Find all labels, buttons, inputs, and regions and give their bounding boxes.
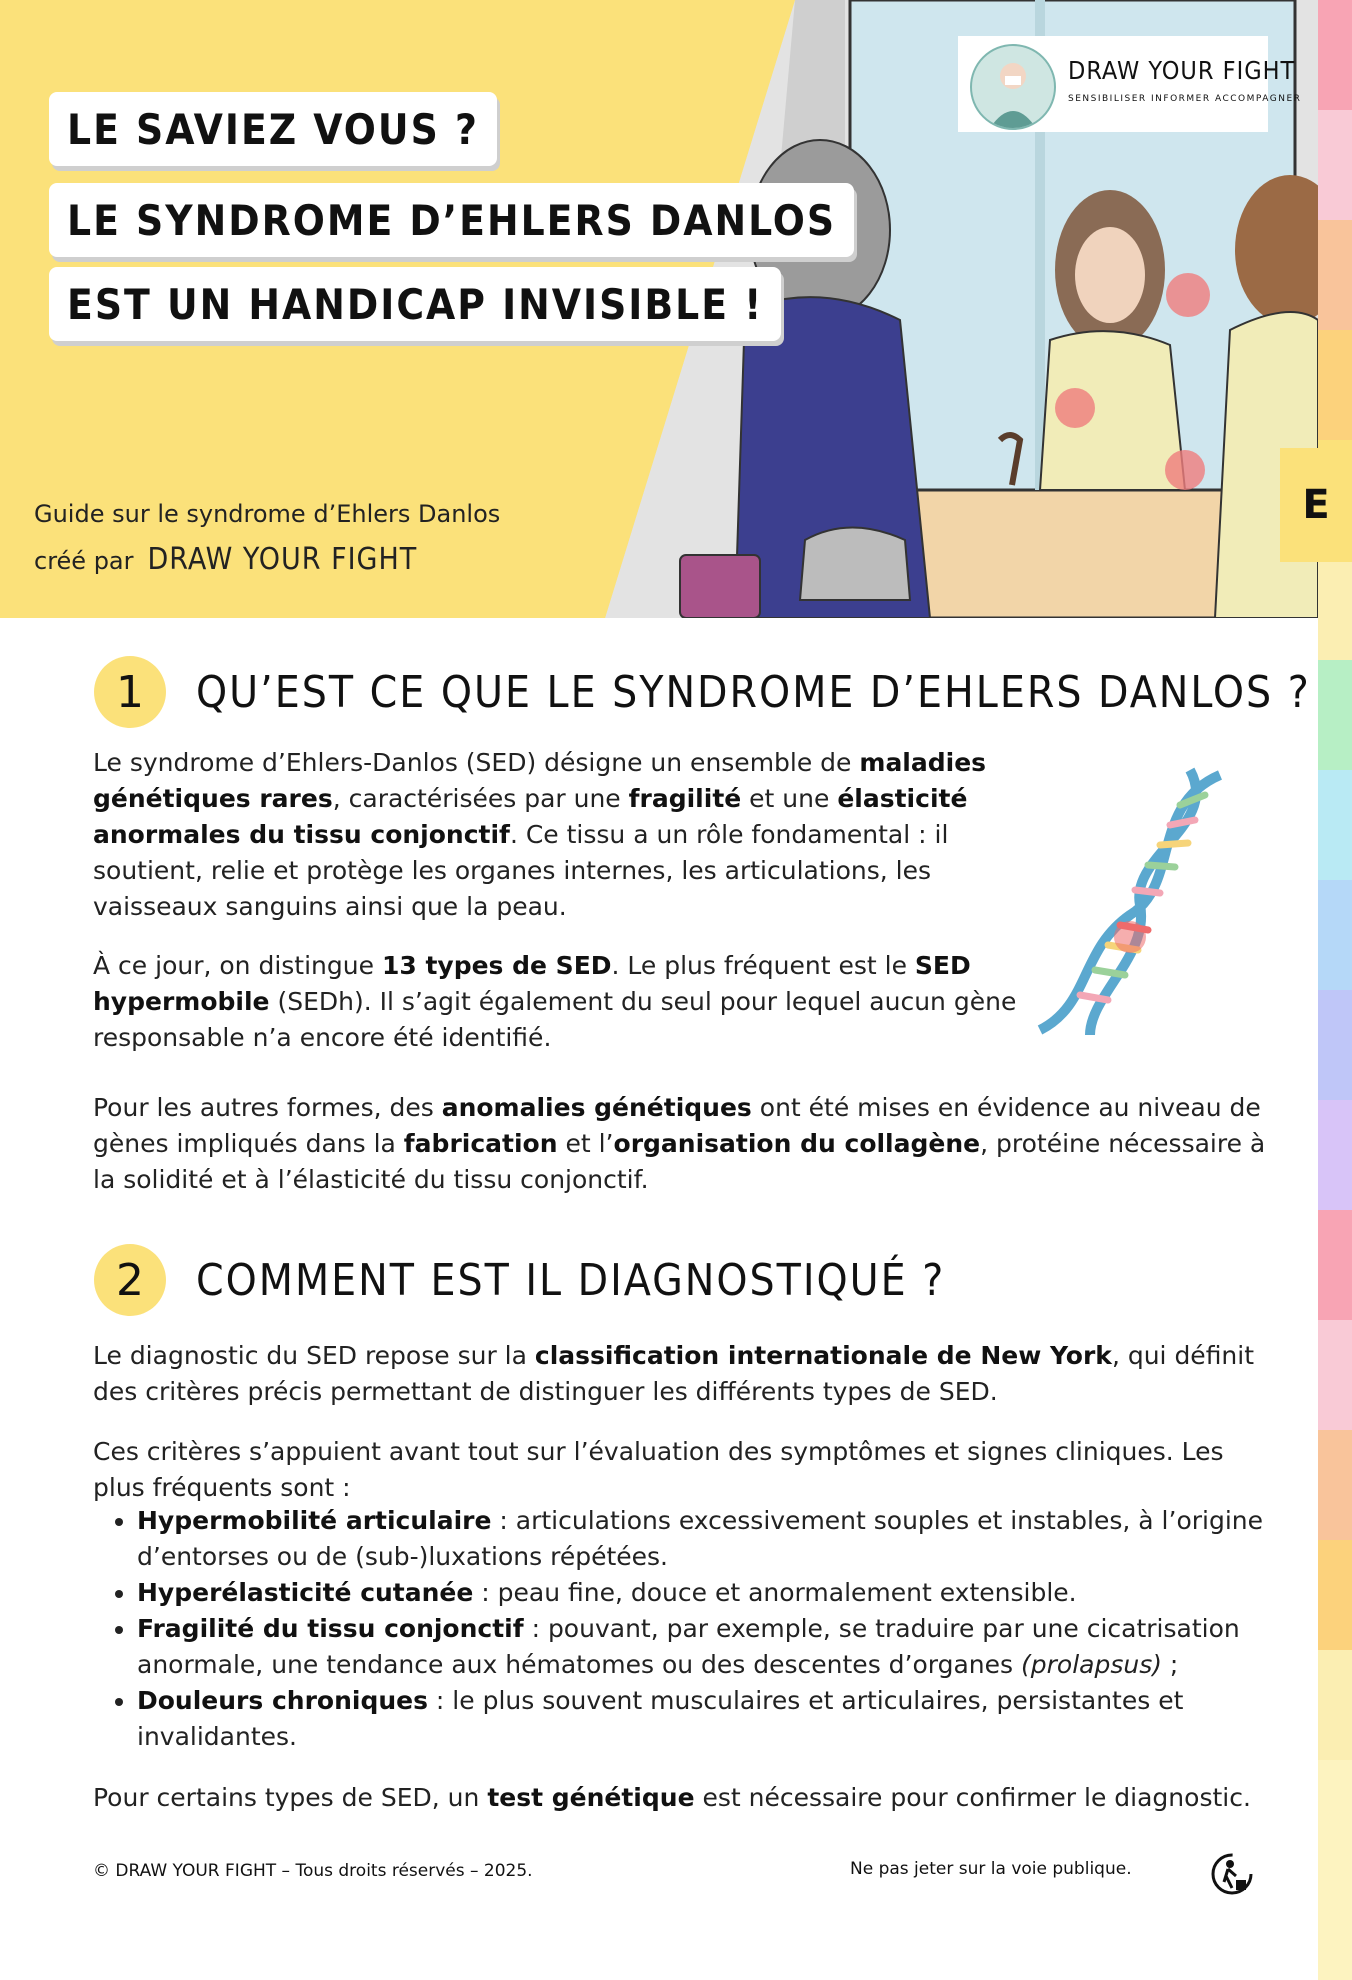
list-item: • Hypermobilité articulaire : articulations excessivement souples et instables, à l’origine d’entorses ou de (sub-)luxations répétées. [137,1503,1317,1575]
guide-brand: DRAW YOUR FIGHT [147,542,418,577]
side-tab-color [1318,880,1352,990]
guide-subtitle: Guide sur le syndrome d’Ehlers Danlos [34,500,501,528]
title-line-3: EST UN HANDICAP INVISIBLE ! [49,267,781,341]
title-line-2: LE SYNDROME D’EHLERS DANLOS [49,183,854,257]
brand-logo [958,36,1302,132]
side-tab-color [1318,220,1352,330]
side-tab-color [1318,660,1352,770]
logo-name: DRAW YOUR FIGHT [1068,56,1296,85]
side-tab-color [1318,1540,1352,1650]
title-line-1: LE SAVIEZ VOUS ? [49,92,497,166]
footer-notice: Ne pas jeter sur la voie publique. [850,1859,1132,1879]
side-tab-color [1318,1650,1352,1760]
section-1-paragraph-3: Pour les autres formes, des anomalies génétiques ont été mises en évidence au niveau de gènes impliqués dans la fabrication et l’organisation du collagène, protéine nécessaire à la solidité et à l’élasticité du tissu conjonctif. [93,1093,1266,1194]
section-2-heading [94,1244,945,1316]
side-tab-color [1318,1430,1352,1540]
list-item: • Douleurs chroniques : le plus souvent musculaires et articulaires, persistantes et invalidantes. [137,1683,1317,1755]
side-tab-color [1318,1760,1352,1870]
symptom-list [93,1503,1317,1755]
section-2-paragraph-2: Ces critères s’appuient avant tout sur l’évaluation des symptômes et signes cliniques. Les plus fréquents sont : [93,1437,1224,1502]
side-tab-color [1318,0,1352,110]
section-2-title: COMMENT EST IL DIAGNOSTIQUÉ ? [196,1254,946,1306]
side-tabs [1318,0,1352,1920]
side-tab-color [1318,330,1352,440]
side-tab-color [1318,1100,1352,1210]
guide-credit-prefix: créé par [34,547,134,575]
section-1-number: 1 [94,656,166,728]
side-tab-color [1318,110,1352,220]
side-tab-color [1318,1210,1352,1320]
guide-credit [34,542,417,577]
side-tab-color [1318,1320,1352,1430]
tidyman-icon [1210,1852,1254,1896]
list-item: • Hyperélasticité cutanée : peau fine, douce et anormalement extensible. [137,1575,1317,1611]
section-1-paragraph-1: Le syndrome d’Ehlers-Danlos (SED) désigne un ensemble de maladies génétiques rares, caractérisées par une fragilité et une élasticité anormales du tissu conjonctif. Ce tissu a un rôle fondamental : il soutient, relie et protège les organes internes, les articulations, les vaisseaux sanguins ainsi que la peau. [93,748,987,921]
chapter-tab-letter: E [1280,448,1352,562]
footer-copyright: © DRAW YOUR FIGHT – Tous droits réservés – 2025. [93,1861,533,1881]
side-tab-color [1318,770,1352,880]
section-2-number: 2 [94,1244,166,1316]
side-tab-color [1318,1870,1352,1980]
side-tab-color [1318,550,1352,660]
logo-avatar-icon [970,44,1056,130]
section-2-paragraph-1: Le diagnostic du SED repose sur la classification internationale de New York, qui définit des critères précis permettant de distinguer les différents types de SED. [93,1341,1255,1406]
section-1-paragraph-2: À ce jour, on distingue 13 types de SED. Le plus fréquent est le SED hypermobile (SEDh). Il s’agit également du seul pour lequel aucun gène responsable n’a encore été identifié. [93,951,1017,1052]
section-2-paragraph-3: Pour certains types de SED, un test génétique est nécessaire pour confirmer le diagnostic. [93,1783,1251,1812]
section-1-title: QU’EST CE QUE LE SYNDROME D’EHLERS DANLOS ? [196,666,1311,718]
list-item: • Fragilité du tissu conjonctif : pouvant, par exemple, se traduire par une cicatrisation anormale, une tendance aux hématomes ou des descentes d’organes (prolapsus) ; [137,1611,1317,1683]
side-tab-color [1318,990,1352,1100]
dna-helix-icon [1030,765,1230,1045]
logo-tagline: SENSIBILISER INFORMER ACCOMPAGNER [1068,94,1302,104]
section-1-heading [94,656,1311,728]
